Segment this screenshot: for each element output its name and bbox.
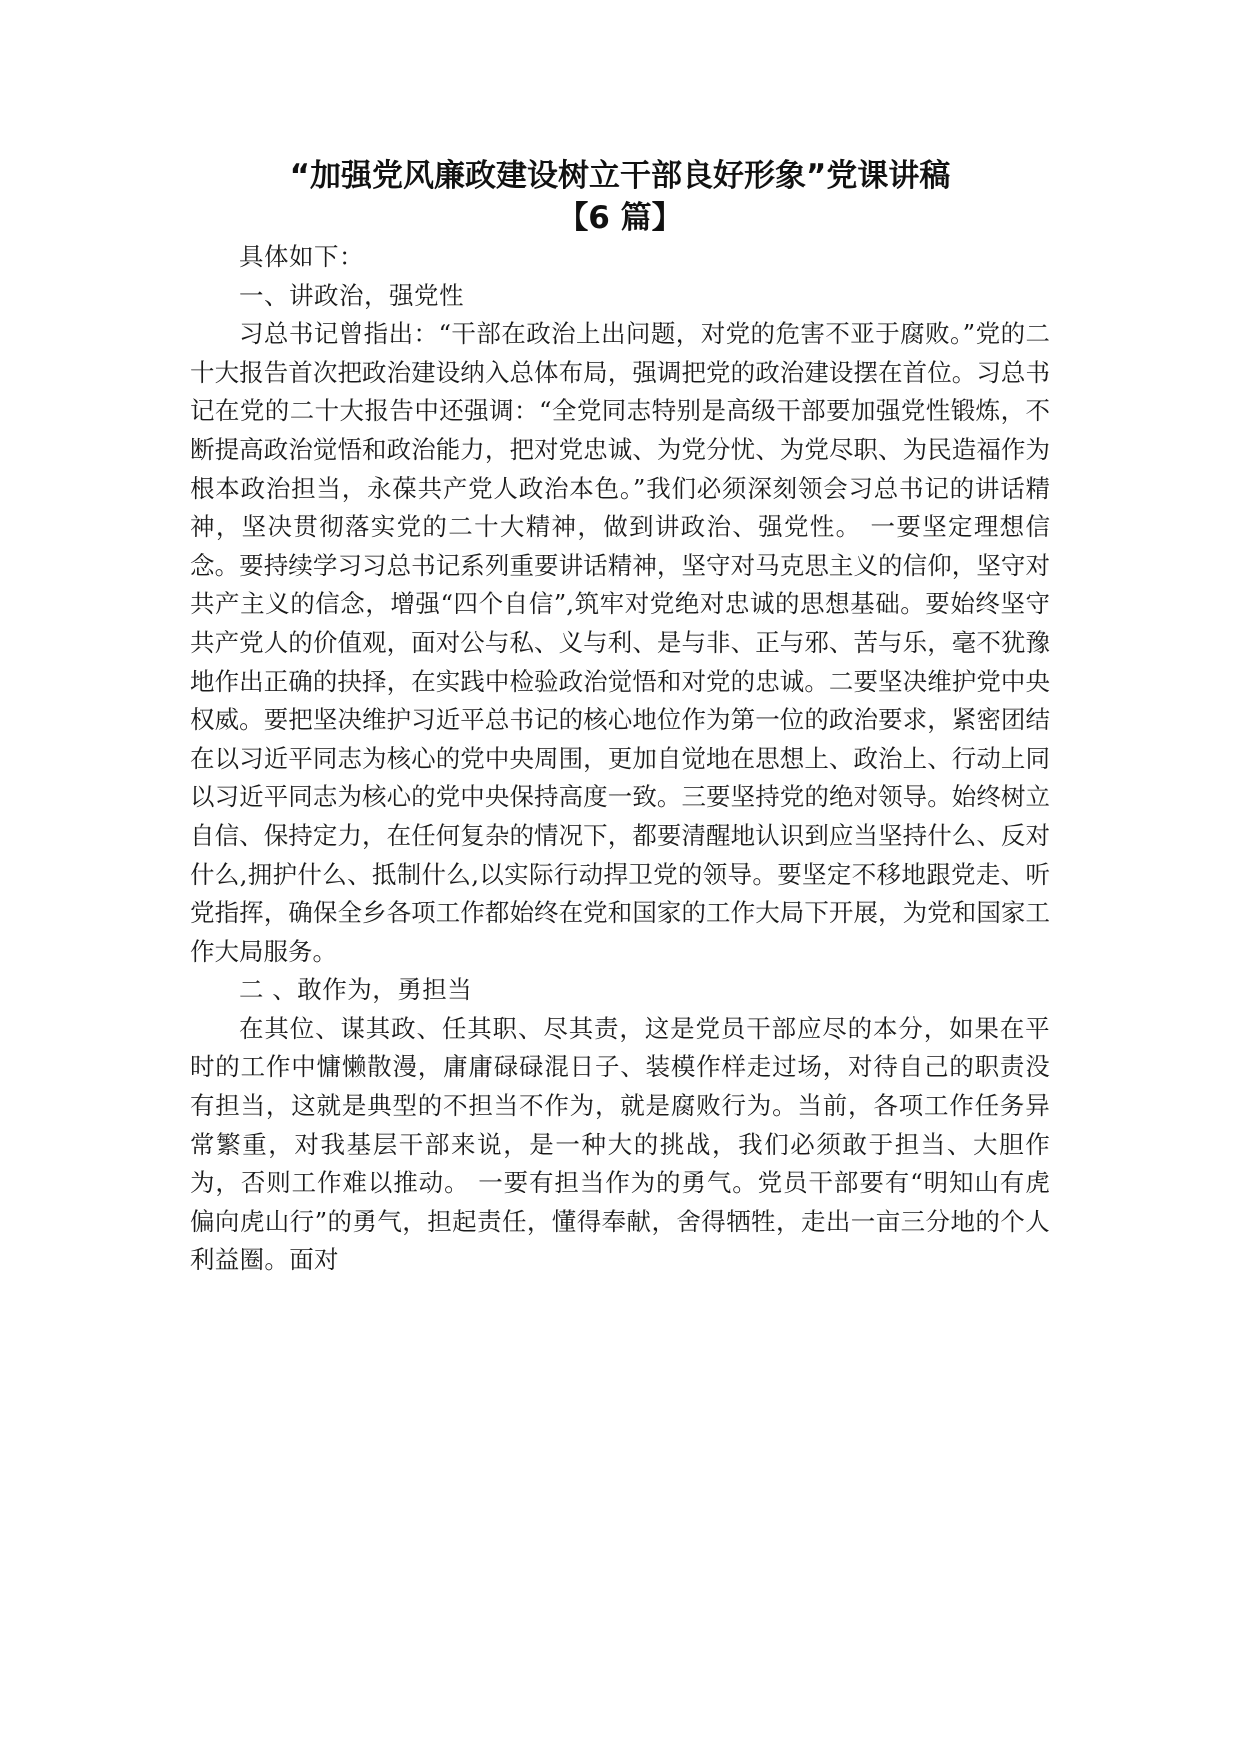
section1-paragraph: 习总书记曾指出：“干部在政治上出问题，对党的危害不亚于腐败。”党的二十大报告首次把政治建设纳入总体布局，强调把党的政治建设摆在首位。习总书记在党的二十大报告中还强调：“全党同志特别是高级干部要加强党性锻炼，不断提高政治觉悟和政治能力，把对党忠诚、为党分忧、为党尽职、为民造福作为根本政治担当，永葆共产党人政治本色。”我们必须深刻领会习总书记的讲话精神，坚决贯彻落实党的二十大精神，做到讲政治、强党性。 一要坚定理想信念。要持续学习习总书记系列重要讲话精神，坚守对马克思主义的信仰，坚守对共产主义的信念，增强“四个自信”,筑牢对党绝对忠诚的思想基础。要始终坚守共产党人的价值观，面对公与私、义与利、是与非、正与邪、苦与乐，毫不犹豫地作出正确的抉择，在实践中检验政治觉悟和对党的忠诚。二要坚决维护党中央权威。要把坚决维护习近平总书记的核心地位作为第一位的政治要求，紧密团结在以习近平同志为核心的党中央周围，更加自觉地在思想上、政治上、行动上同以习近平同志为核心的党中央保持高度一致。三要坚持党的绝对领导。始终树立自信、保持定力，在任何复杂的情况下，都要清醒地认识到应当坚持什么、反对什么,拥护什么、抵制什么,以实际行动捍卫党的领导。要坚定不移地跟党走、听党指挥，确保全乡各项工作都始终在党和国家的工作大局下开展，为党和国家工作大局服务。 bbox=[190, 319, 1050, 966]
intro-text: 具体如下： bbox=[239, 242, 364, 271]
document-subtitle: 【6 篇】 bbox=[557, 200, 683, 236]
document-body bbox=[190, 238, 1050, 1280]
section2-paragraph: 在其位、谋其政、任其职、尽其责，这是党员干部应尽的本分，如果在平时的工作中慵懒散漫，庸庸碌碌混日子、装模作样走过场，对待自己的职责没有担当，这就是典型的不担当不作为，就是腐败行为。当前，各项工作任务异常繁重，对我基层干部来说，是一种大的挑战，我们必须敢于担当、大胆作为，否则工作难以推动。 一要有担当作为的勇气。党员干部要有“明知山有虎偏向虎山行”的勇气，担起责任，懂得奉献，舍得牺牲，走出一亩三分地的个人利益圈。面对 bbox=[190, 1013, 1050, 1275]
section1-heading: 一、讲政治，强党性 bbox=[239, 280, 464, 310]
document-title: “加强党风廉政建设树立干部良好形象”党课讲稿 bbox=[289, 158, 951, 194]
section2-heading: 二 、敢作为，勇担当 bbox=[239, 975, 473, 1005]
